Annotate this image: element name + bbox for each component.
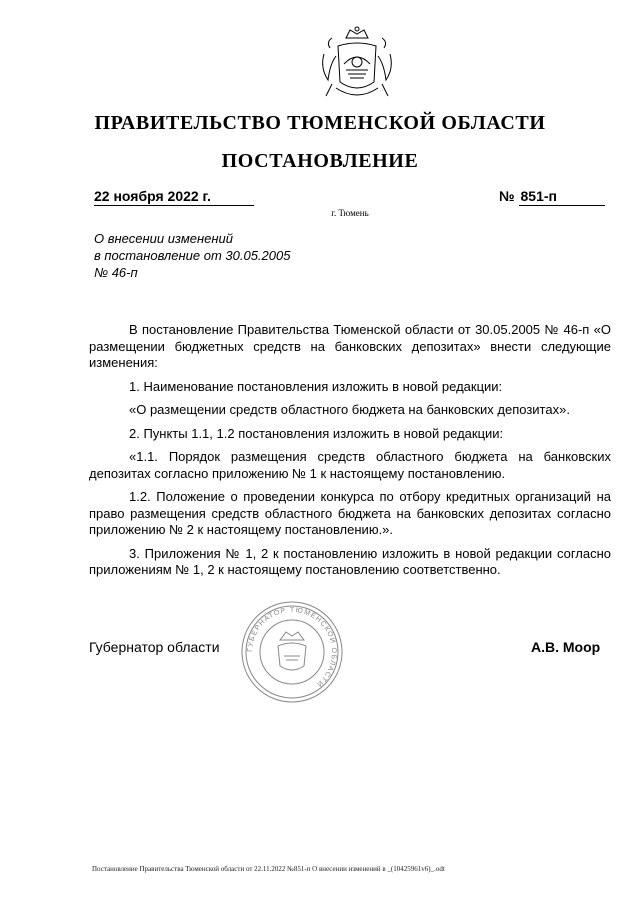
number-value: 851-п (519, 188, 605, 206)
body-paragraph: В постановление Правительства Тюменской области от 30.05.2005 № 46-п «О размещении бюджетных средств на банковских депозитах» внести следующие изменения: (89, 322, 611, 370)
page-footer: Постановление Правительства Тюменской области от 22.11.2022 №851-п О внесении изменений в _(10425961v6)_.odt (92, 865, 445, 873)
document-city: г. Тюмень (331, 208, 369, 218)
signatory-role: Губернатор области (89, 639, 220, 655)
signatory-name: А.В. Моор (531, 639, 601, 655)
official-seal-stamp-icon (240, 600, 344, 704)
government-title: ПРАВИТЕЛЬСТВО ТЮМЕНСКОЙ ОБЛАСТИ (94, 112, 546, 134)
subject-line: О внесении изменений (94, 231, 233, 246)
document-type-title: ПОСТАНОВЛЕНИЕ (221, 150, 419, 172)
body-paragraph: 2. Пункты 1.1, 1.2 постановления изложить в новой редакции: (129, 425, 504, 441)
document-body (89, 322, 611, 586)
document-date: 22 ноября 2022 г. (94, 188, 254, 206)
body-paragraph: «О размещении средств областного бюджета на банковских депозитах». (129, 402, 570, 417)
body-paragraph: «1.1. Порядок размещения средств областного бюджета на банковских депозитах согласно приложению № 1 к настоящему постановлению. (89, 449, 611, 481)
document-number (499, 188, 605, 206)
seal-text: ГУБЕРНАТОР ТЮМЕНСКОЙ ОБЛАСТИ (246, 606, 338, 689)
subject-line: № 46-п (94, 265, 138, 280)
number-sign: № (499, 188, 515, 204)
tyumen-coat-of-arms-icon (316, 24, 398, 106)
body-paragraph: 1. Наименование постановления изложить в новой редакции: (129, 378, 503, 394)
body-paragraph: 3. Приложения № 1, 2 к постановлению изложить в новой редакции согласно приложениям № 1, 2 к настоящему постановлению соответственно. (89, 545, 611, 577)
document-subject (94, 230, 394, 281)
body-paragraph: 1.2. Положение о проведении конкурса по отбору кредитных организаций на право размещения средств областного бюджета на банковских депозитах согласно приложению № 2 к настоящему постановлению.». (89, 489, 611, 537)
subject-line: в постановление от 30.05.2005 (94, 248, 291, 263)
